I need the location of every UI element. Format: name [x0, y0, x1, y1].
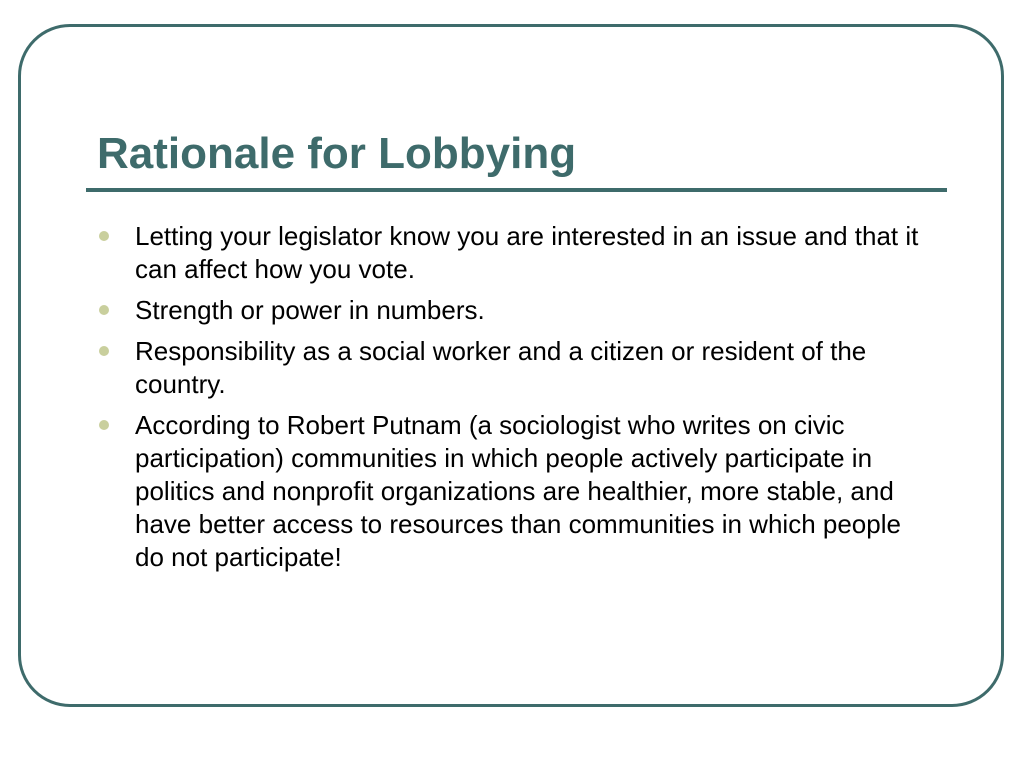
bullet-dot-icon: [99, 305, 109, 315]
bullet-text: Letting your legislator know you are interested in an issue and that it can affect how you vote.: [135, 221, 919, 284]
bullet-dot-icon: [99, 346, 109, 356]
bullet-text: Strength or power in numbers.: [135, 295, 485, 325]
bullet-item: [97, 335, 937, 401]
bullet-dot-icon: [99, 231, 109, 241]
title-underline: [86, 188, 947, 192]
bullet-item: [97, 294, 937, 327]
bullet-dot-icon: [99, 420, 109, 430]
slide-title: Rationale for Lobbying: [97, 129, 577, 178]
bullet-item: [97, 409, 937, 574]
bullet-text: According to Robert Putnam (a sociologist who writes on civic participation) communities in which people actively participate in politics and nonprofit organizations are healthier, more stable, and have better access to resources than communities in which people do not participate!: [135, 410, 901, 572]
bullet-list: [97, 220, 937, 582]
bullet-text: Responsibility as a social worker and a citizen or resident of the country.: [135, 336, 867, 399]
bullet-item: [97, 220, 937, 286]
